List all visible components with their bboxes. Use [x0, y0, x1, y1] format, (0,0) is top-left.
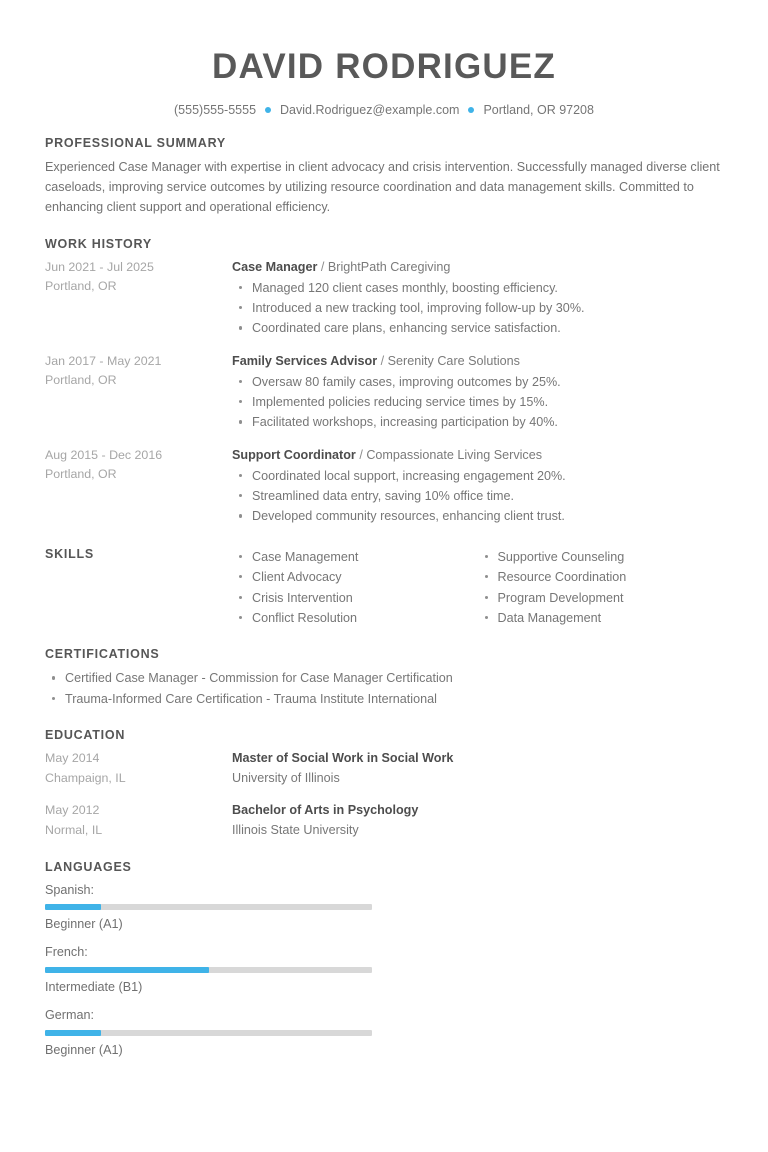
work-separator: / [380, 353, 385, 368]
work-entry-detail [232, 352, 723, 433]
section-heading-certifications: CERTIFICATIONS [45, 647, 160, 662]
work-separator: / [320, 259, 325, 274]
section-professional-summary [45, 136, 723, 218]
work-job-title: Support Coordinator [232, 447, 356, 462]
education-degree: Bachelor of Arts in Psychology [232, 803, 419, 818]
skill-item: Program Development [478, 588, 724, 608]
section-heading-work-history: WORK HISTORY [45, 236, 152, 251]
work-entry-detail [232, 258, 723, 339]
work-dates: Aug 2015 - Dec 2016 [45, 447, 163, 462]
work-bullet: Coordinated local support, increasing engagement 20%. [232, 466, 723, 486]
certification-item: Trauma-Informed Care Certification - Trauma Institute International [45, 689, 723, 709]
section-heading-skills: SKILLS [45, 546, 94, 561]
work-location: Portland, OR [45, 373, 117, 388]
work-entry-meta [45, 446, 232, 527]
work-company: Compassionate Living Services [366, 447, 543, 462]
work-bullet-list [232, 372, 723, 433]
work-dates: Jun 2021 - Jul 2025 [45, 259, 154, 274]
work-heading [232, 258, 723, 277]
language-item [45, 943, 390, 997]
work-bullet: Streamlined data entry, saving 10% office time. [232, 486, 723, 506]
work-company: BrightPath Caregiving [327, 259, 451, 274]
language-proficiency-fill [45, 904, 101, 910]
work-bullet: Managed 120 client cases monthly, boosting efficiency. [232, 278, 723, 298]
skills-column-two [478, 546, 724, 629]
dot-separator-icon [468, 107, 474, 113]
work-entry [45, 258, 723, 339]
candidate-name: DAVID RODRIGUEZ [211, 47, 557, 86]
education-entry-meta [45, 801, 232, 840]
work-entry-meta [45, 258, 232, 339]
skills-list [478, 547, 724, 629]
language-proficiency-bar [45, 967, 372, 973]
certification-item: Certified Case Manager - Commission for Case Manager Certification [45, 668, 723, 688]
education-date: May 2012 [45, 803, 100, 818]
education-entry-detail [232, 801, 723, 840]
language-level: Beginner (A1) [45, 917, 123, 932]
education-location: Normal, IL [45, 822, 103, 837]
skills-list [232, 547, 478, 629]
education-date: May 2014 [45, 751, 100, 766]
work-bullet: Facilitated workshops, increasing participation by 40%. [232, 412, 723, 432]
skill-item: Crisis Intervention [232, 588, 478, 608]
section-skills [45, 546, 723, 629]
language-name: Spanish: [45, 882, 95, 897]
language-level: Intermediate (B1) [45, 980, 143, 995]
language-name: German: [45, 1008, 94, 1023]
resume-header [45, 0, 723, 117]
skills-row [45, 546, 723, 629]
skills-column-one [232, 546, 478, 629]
skill-item: Conflict Resolution [232, 608, 478, 628]
work-job-title: Case Manager [232, 259, 318, 274]
section-education [45, 728, 723, 840]
education-entry [45, 801, 723, 840]
work-entry [45, 446, 723, 527]
work-bullet-list [232, 278, 723, 339]
education-entry [45, 749, 723, 788]
work-bullet: Introduced a new tracking tool, improving follow-up by 30%. [232, 298, 723, 318]
work-dates: Jan 2017 - May 2021 [45, 353, 162, 368]
section-languages [45, 860, 723, 1069]
skill-item: Case Management [232, 547, 478, 567]
contact-info [45, 103, 723, 117]
language-item [45, 881, 390, 935]
dot-separator-icon [265, 107, 271, 113]
language-proficiency-fill [45, 967, 209, 973]
education-entry-meta [45, 749, 232, 788]
work-bullet: Developed community resources, enhancing client trust. [232, 506, 723, 526]
work-bullet: Oversaw 80 family cases, improving outcomes by 25%. [232, 372, 723, 392]
work-entry-meta [45, 352, 232, 433]
education-degree: Master of Social Work in Social Work [232, 751, 454, 766]
language-proficiency-fill [45, 1030, 101, 1036]
skill-item: Supportive Counseling [478, 547, 724, 567]
skill-item: Resource Coordination [478, 567, 724, 587]
section-certifications [45, 647, 723, 709]
language-name: French: [45, 945, 88, 960]
language-proficiency-bar [45, 904, 372, 910]
email-address: David.Rodriguez@example.com [280, 102, 460, 117]
work-separator: / [359, 447, 363, 462]
section-work-history [45, 237, 723, 527]
skill-item: Client Advocacy [232, 567, 478, 587]
work-heading [232, 352, 723, 371]
skills-columns [232, 546, 723, 629]
work-job-title: Family Services Advisor [232, 353, 378, 368]
work-bullet-list [232, 466, 723, 527]
work-heading [232, 446, 723, 465]
work-location: Portland, OR [45, 467, 117, 482]
section-heading-summary: PROFESSIONAL SUMMARY [45, 135, 226, 150]
work-company: Serenity Care Solutions [387, 353, 520, 368]
phone-number: (555)555-5555 [174, 102, 257, 117]
education-entry-detail [232, 749, 723, 788]
language-level: Beginner (A1) [45, 1043, 123, 1058]
summary-text: Experienced Case Manager with expertise in client advocacy and crisis intervention. Successfully managed diverse client caseloads, improving service outcomes by utilizing resource coordination and data management skills. Committed to enhancing client support and operational efficiency. [45, 159, 720, 215]
work-bullet: Coordinated care plans, enhancing service satisfaction. [232, 318, 723, 338]
education-school: Illinois State University [232, 822, 359, 837]
section-heading-education: EDUCATION [45, 728, 126, 743]
work-bullet: Implemented policies reducing service times by 15%. [232, 392, 723, 412]
language-proficiency-bar [45, 1030, 372, 1036]
work-entry-detail [232, 446, 723, 527]
work-location: Portland, OR [45, 279, 117, 294]
education-school: University of Illinois [232, 770, 340, 785]
work-entry [45, 352, 723, 433]
location-address: Portland, OR 97208 [483, 102, 594, 117]
language-item [45, 1006, 390, 1060]
education-location: Champaign, IL [45, 770, 126, 785]
section-heading-languages: LANGUAGES [45, 859, 132, 874]
certifications-list [45, 668, 723, 709]
languages-grid [45, 881, 723, 1069]
skill-item: Data Management [478, 608, 724, 628]
